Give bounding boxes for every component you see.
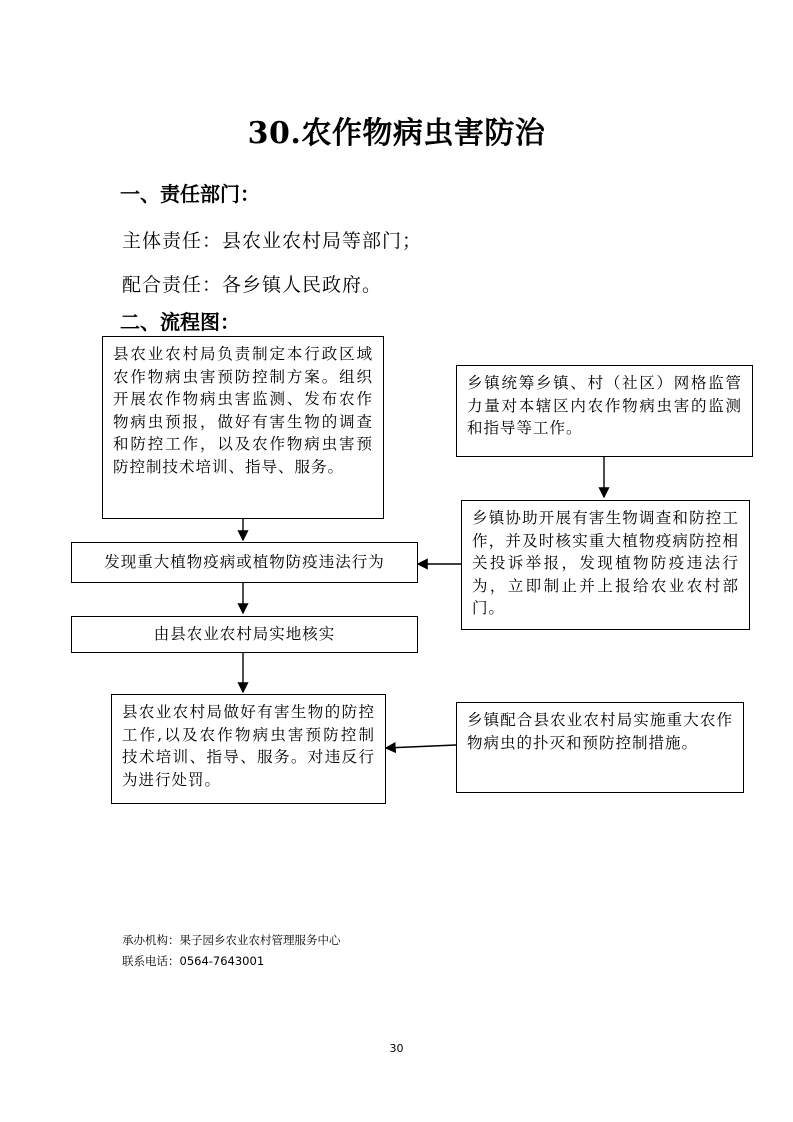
footer-phone: 联系电话：0564-7643001 bbox=[122, 954, 265, 968]
flow-box-county-control: 县农业农村局做好有害生物的防控工作,以及农作物病虫害预防控制技术培训、指导、服务。对违反行为进行处罚。 bbox=[111, 694, 386, 804]
flow-box-verify: 由县农业农村局实地核实 bbox=[71, 616, 418, 653]
page-title: 30.农作物病虫害防治 bbox=[247, 116, 546, 151]
main-responsibility: 主体责任：县农业农村局等部门； bbox=[122, 230, 423, 252]
arrow-cooperate-to-control bbox=[386, 745, 456, 748]
flow-box-town-cooperate: 乡镇配合县农业农村局实施重大农作物病虫的扑灭和预防控制措施。 bbox=[456, 702, 744, 793]
section-heading-responsibility: 一、责任部门： bbox=[120, 182, 260, 206]
flow-box-town-coordinate: 乡镇统筹乡镇、村（社区）网格监管力量对本辖区内农作物病虫害的监测和指导等工作。 bbox=[456, 365, 753, 457]
cooperating-responsibility: 配合责任：各乡镇人民政府。 bbox=[122, 274, 383, 296]
footer-organizer: 承办机构：果子园乡农业农村管理服务中心 bbox=[122, 933, 341, 947]
flow-box-town-assist: 乡镇协助开展有害生物调查和防控工作，并及时核实重大植物疫病防控相关投诉举报，发现植物防疫违法行为，立即制止并上报给农业农村部门。 bbox=[461, 500, 750, 630]
flow-box-discover: 发现重大植物疫病或植物防疫违法行为 bbox=[71, 542, 418, 583]
section-heading-flowchart: 二、流程图： bbox=[120, 310, 240, 334]
page-number: 30 bbox=[389, 1042, 404, 1055]
flow-box-county-plan: 县农业农村局负责制定本行政区域农作物病虫害预防控制方案。组织开展农作物病虫害监测、发布农作物病虫预报，做好有害生物的调查和防控工作，以及农作物病虫害预防控制技术培训、指导、服务。 bbox=[102, 336, 384, 519]
